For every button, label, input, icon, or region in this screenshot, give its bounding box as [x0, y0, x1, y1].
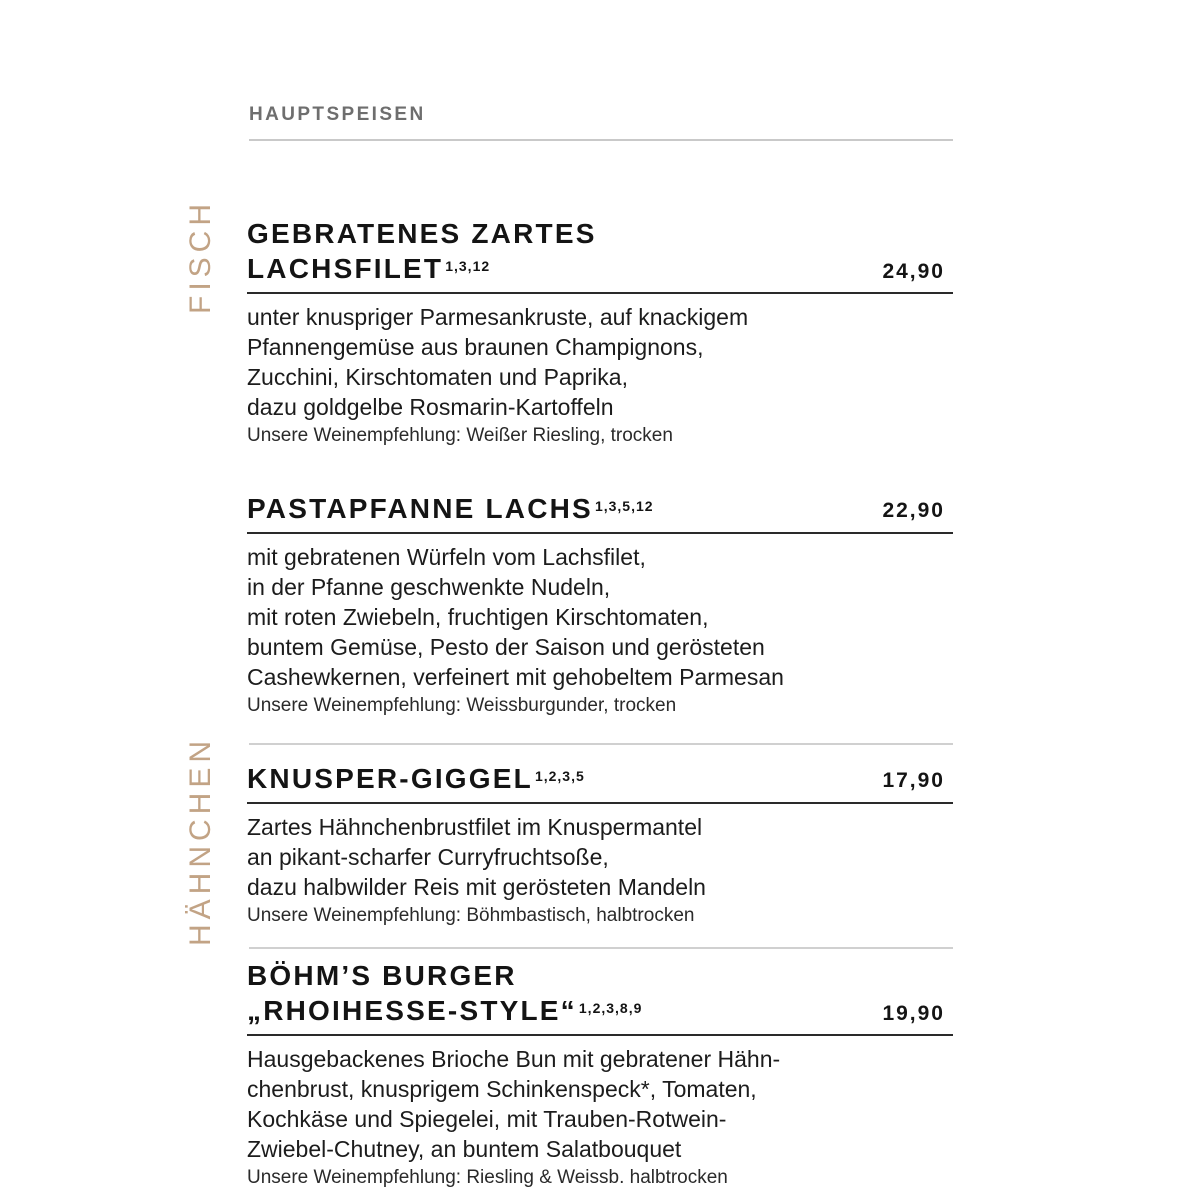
header-divider [249, 139, 953, 141]
allergen-codes: 1,2,3,8,9 [578, 1000, 643, 1016]
item-price: 17,90 [882, 769, 945, 792]
wine-recommendation: Unsere Weinempfehlung: Böhmbastisch, halbtrocken [247, 905, 695, 926]
menu-item-pastapfanne [247, 491, 953, 717]
wine-recommendation: Unsere Weinempfehlung: Weißer Riesling, trocken [247, 425, 673, 446]
menu-item-knusper-giggel [247, 761, 953, 927]
item-description: unter knuspriger Parmesankruste, auf knackigem Pfannengemüse aus braunen Champignons, Zucchini, Kirschtomaten und Paprika, dazu goldgelbe Rosmarin-Kartoffeln [247, 304, 749, 420]
menu-item-lachsfilet [247, 216, 953, 447]
item-price: 22,90 [882, 499, 945, 522]
allergen-codes: 1,2,3,5 [534, 768, 585, 784]
item-description: Hausgebackenes Brioche Bun mit gebratener Hähn- chenbrust, knusprigem Schinkenspeck*, Tomaten, Kochkäse und Spiegelei, mit Trauben-Rotwein- Zwiebel-Chutney, an buntem Salatbouquet [247, 1046, 781, 1162]
item-title [247, 216, 953, 286]
category-label-fisch: FISCH [184, 199, 217, 314]
item-description: mit gebratenen Würfeln vom Lachsfilet, in der Pfanne geschwenkte Nudeln, mit roten Zwiebeln, fruchtigen Kirschtomaten, buntem Gemüse, Pesto der Saison und gerösteten Cashewkernen, verfeinert mit gehobeltem Parmesan [247, 544, 784, 690]
wine-recommendation: Unsere Weinempfehlung: Weissburgunder, trocken [247, 695, 677, 716]
item-divider [247, 1034, 953, 1036]
item-description: Zartes Hähnchenbrustfilet im Knuspermantel an pikant-scharfer Curryfruchtsoße, dazu halbwilder Reis mit gerösteten Mandeln [247, 814, 706, 900]
category-label-haehnchen: HÄHNCHEN [184, 735, 217, 946]
item-title-line: LACHSFILET [247, 253, 444, 284]
menu-item-burger [247, 958, 953, 1189]
item-title [247, 761, 953, 796]
item-title [247, 491, 953, 526]
item-divider [247, 802, 953, 804]
item-title-line: KNUSPER-GIGGEL [247, 763, 533, 794]
item-title-line: PASTAPFANNE LACHS [247, 493, 593, 524]
allergen-codes: 1,3,5,12 [594, 498, 654, 514]
allergen-codes: 1,3,12 [445, 258, 491, 274]
section-title: HAUPTSPEISEN [249, 104, 426, 125]
item-price: 19,90 [882, 1002, 945, 1025]
item-divider [247, 532, 953, 534]
item-price: 24,90 [882, 260, 945, 283]
item-separator [249, 947, 953, 949]
item-title-line: GEBRATENES ZARTES [247, 218, 597, 249]
item-title-line: BÖHM’S BURGER [247, 960, 517, 991]
wine-recommendation: Unsere Weinempfehlung: Riesling & Weissb. halbtrocken [247, 1167, 728, 1188]
item-title-line: „RHOIHESSE-STYLE“ [247, 995, 577, 1026]
item-divider [247, 292, 953, 294]
item-separator [249, 743, 953, 745]
item-title [247, 958, 953, 1028]
